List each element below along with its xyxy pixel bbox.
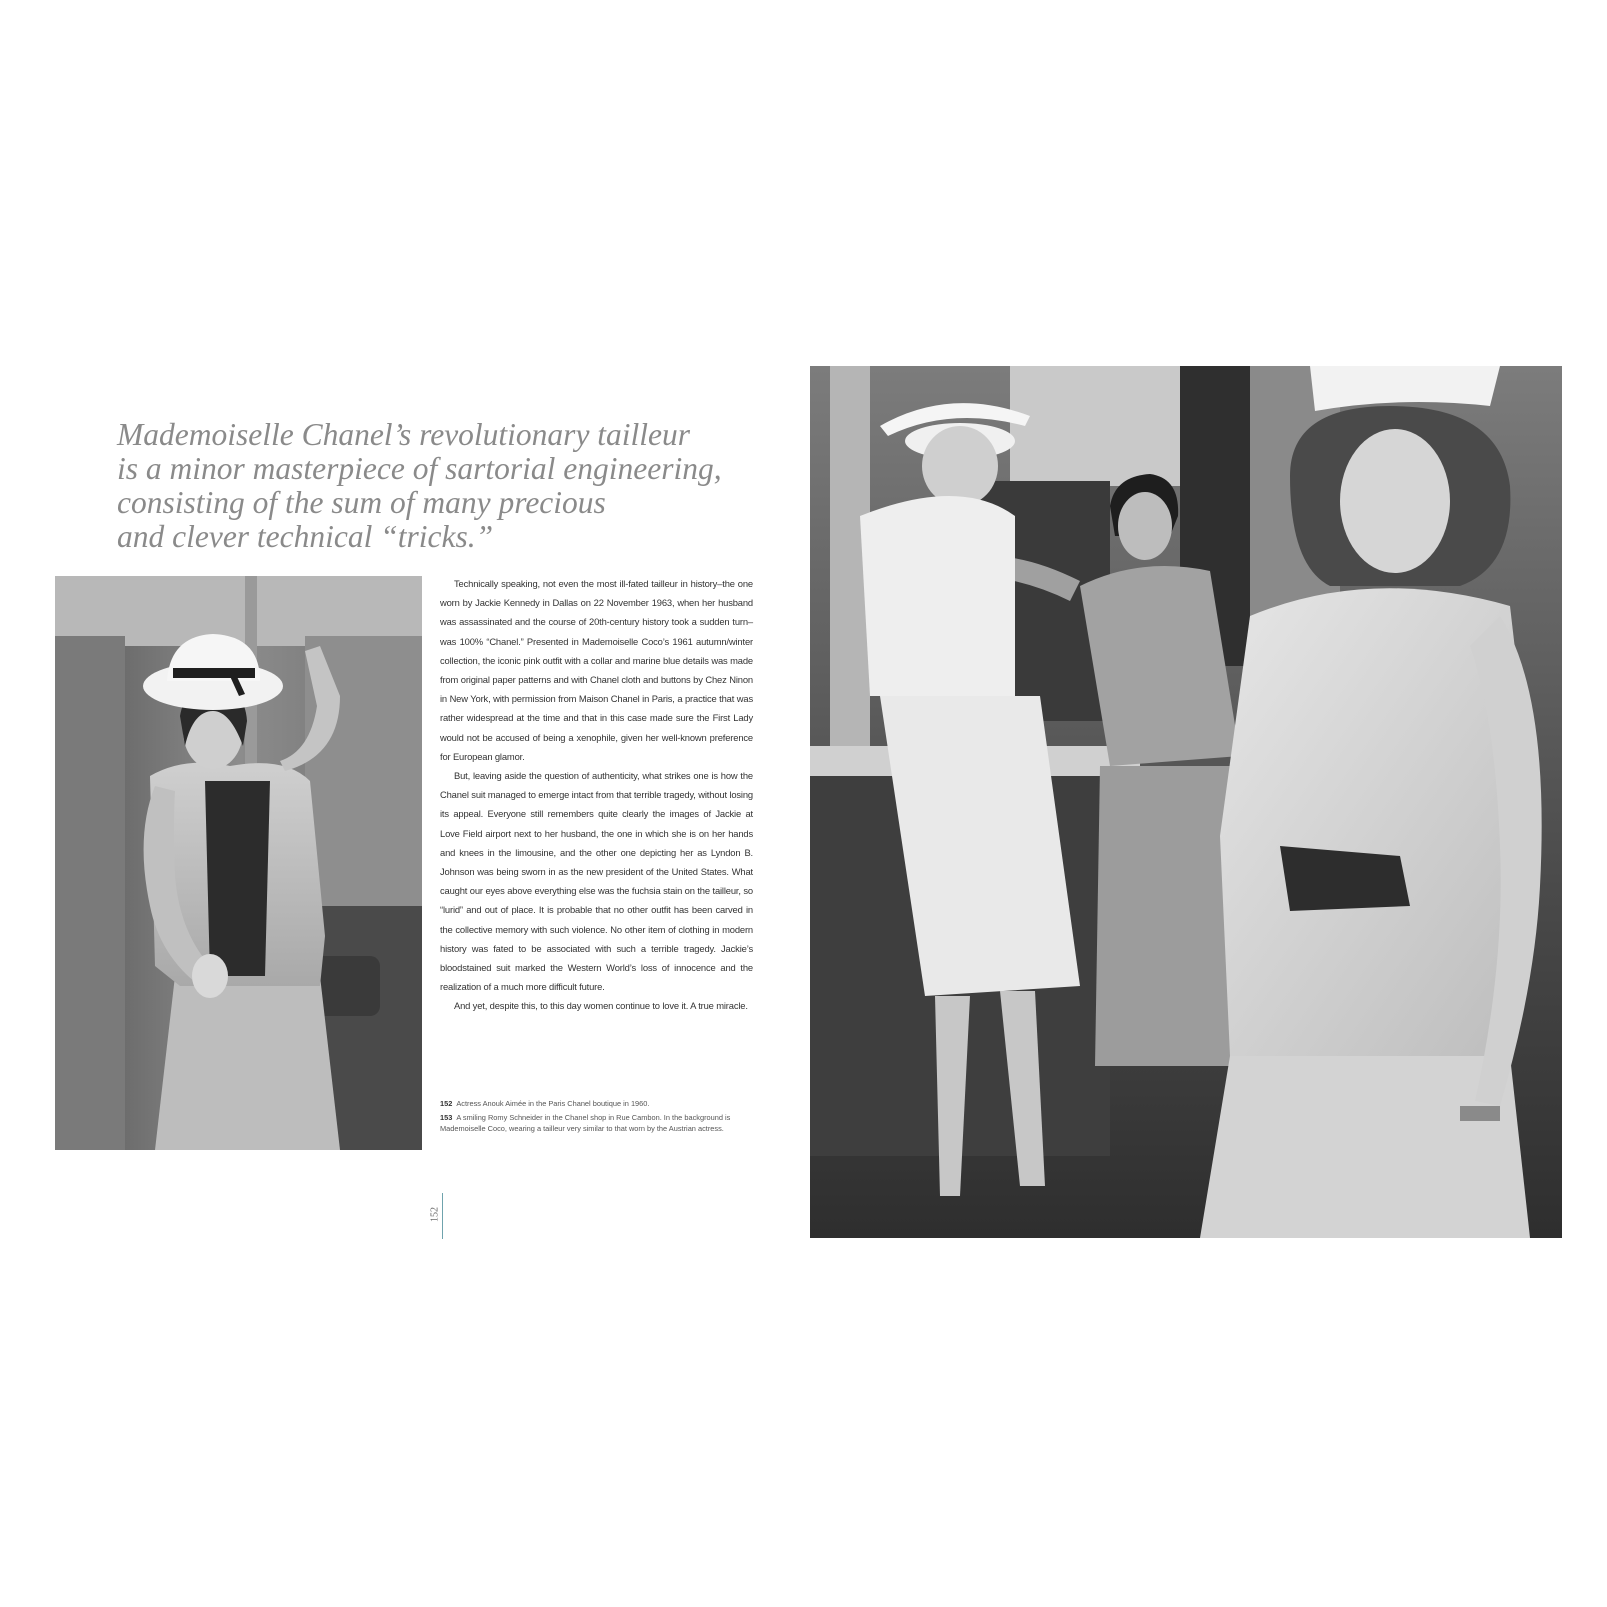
caption-text: A smiling Romy Schneider in the Chanel shop in Rue Cambon. In the background is Mademoiselle Coco, wearing a tailleur very similar to that worn by the Austrian actress.	[440, 1112, 731, 1133]
pull-quote-line: and clever technical “tricks.”	[117, 519, 494, 554]
body-paragraph: And yet, despite this, to this day women continue to love it. A true miracle.	[454, 1000, 748, 1012]
body-text	[440, 574, 753, 1016]
photo-romy-schneider-image	[810, 366, 1562, 1238]
caption-153	[440, 1112, 758, 1135]
folio	[425, 1193, 445, 1239]
caption-text: Actress Anouk Aimée in the Paris Chanel boutique in 1960.	[456, 1099, 650, 1108]
photo-romy-schneider	[810, 366, 1562, 1238]
photo-anouk-aimee	[55, 576, 422, 1150]
pull-quote-line: is a minor masterpiece of sartorial engineering,	[117, 451, 722, 486]
page-number: 152	[429, 1207, 441, 1222]
body-paragraph: But, leaving aside the question of authenticity, what strikes one is how the Chanel suit managed to emerge intact from that terrible tragedy, without losing its appeal. Everyone still remembers quite clearly the images of Jackie at Love Field airport next to her husband, the one in which she is on her hands and knees in the limousine, and the other one depicting her as Lyndon B. Johnson was being sworn in as the new president of the United States. What caught our eyes above everything else was the fuchsia stain on the tailleur, so “lurid” and out of place. It is probable that no other outfit has been carved in the collective memory with such violence. No other item of clothing in modern history was fated to be associated with such a terrible tragedy. Jackie’s bloodstained suit marked the Western World’s loss of innocence and the realization of a much more difficult future.	[440, 770, 753, 993]
pull-quote-line: Mademoiselle Chanel’s revolutionary tailleur	[117, 417, 691, 452]
pull-quote-line: consisting of the sum of many precious	[117, 485, 606, 520]
caption-152	[440, 1098, 758, 1110]
captions	[440, 1098, 758, 1137]
photo-anouk-aimee-image	[55, 576, 422, 1150]
pull-quote	[117, 418, 767, 554]
folio-rule	[442, 1193, 443, 1239]
body-paragraph: Technically speaking, not even the most ill-fated tailleur in history–the one worn by Jackie Kennedy in Dallas on 22 November 1963, when her husband was assassinated and the course of 20th-century history took a sudden turn–was 100% “Chanel.” Presented in Mademoiselle Coco’s 1961 autumn/winter collection, the iconic pink outfit with a collar and marine blue details was made from original paper patterns and with Chanel cloth and buttons by Chez Ninon in New York, with permission from Maison Chanel in Paris, a practice that was rather widespread at the time and that in this case made sure the First Lady would not be accused of being a xenophile, given her well-known preference for European glamor.	[440, 578, 753, 762]
caption-number: 153	[440, 1112, 453, 1122]
caption-number: 152	[440, 1099, 453, 1108]
